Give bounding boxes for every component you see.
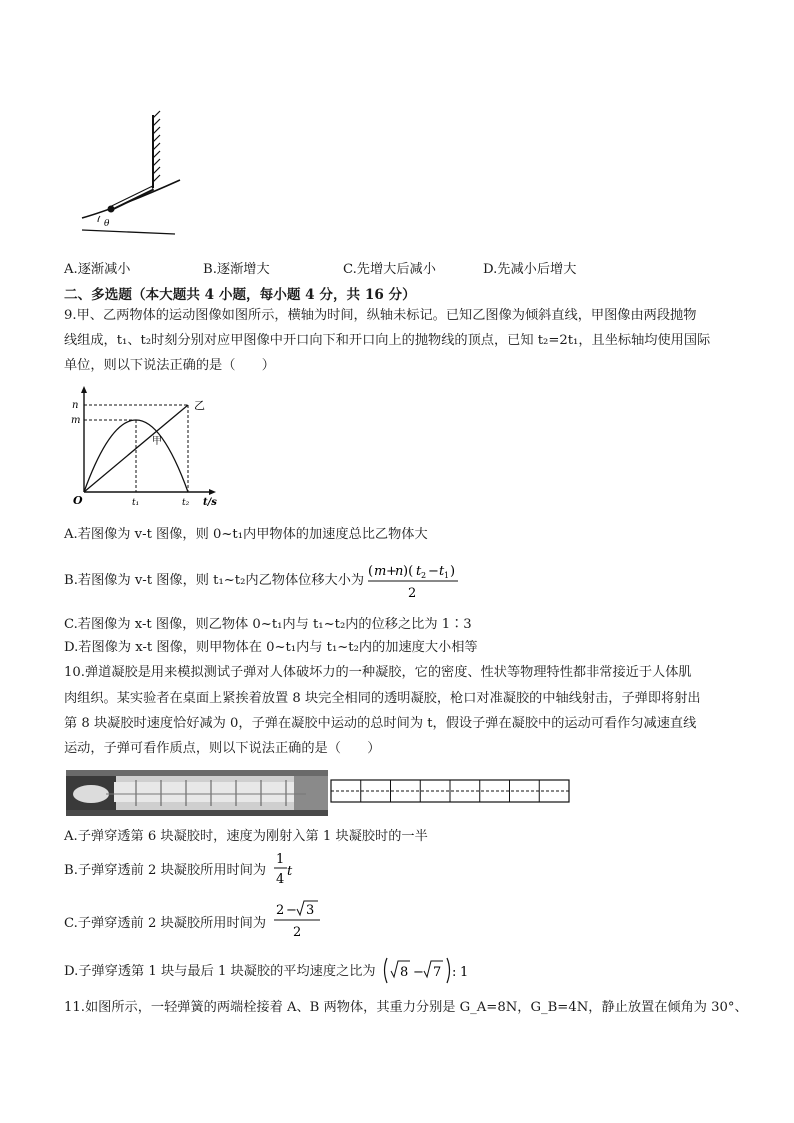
q9-option-b-text: B.若图像为 v-t 图像，则 t₁~t₂内乙物体位移大小为 [64, 573, 365, 588]
svg-text:): ) [450, 564, 456, 579]
svg-text::: : [452, 965, 457, 980]
origin-label: O [73, 494, 83, 507]
q8-option-d: D.先减小后增大 [483, 262, 577, 277]
q9-option-d: D.若图像为 x-t 图像，则甲物体在 0~t₁内与 t₁~t₂内的加速度大小相等 [64, 640, 478, 655]
q10-option-d-formula [381, 955, 473, 987]
svg-text:−: − [286, 903, 297, 918]
section2-heading: 二、多选题（本大题共 4 小题，每小题 4 分，共 16 分） [64, 287, 416, 303]
svg-text:1: 1 [460, 965, 469, 980]
q10-option-a: A.子弹穿透第 6 块凝胶时，速度为刚射入第 1 块凝胶时的一半 [64, 829, 428, 844]
x-axis-unit: t/s [203, 497, 217, 508]
q10-stem-line3: 第 8 块凝胶时速度恰好减为 0，子弹在凝胶中运动的总时间为 t，假设子弹在凝胶中的运动可看作匀减速直线 [64, 716, 697, 731]
q10-option-d-text: D.子弹穿透第 1 块与最后 1 块凝胶的平均速度之比为 [64, 964, 376, 979]
x-tick-t2: t₂ [182, 498, 190, 508]
y-label-n: n [72, 400, 79, 411]
ball [108, 206, 115, 213]
svg-text:3: 3 [306, 903, 315, 918]
q9-option-b-formula [366, 559, 470, 601]
q9-option-a: A.若图像为 v-t 图像，则 0~t₁内甲物体的加速度总比乙物体大 [64, 527, 428, 542]
svg-text:m: m [374, 564, 387, 579]
svg-text:8: 8 [400, 965, 409, 980]
q8-option-c: C.先增大后减小 [343, 262, 436, 277]
svg-text:t: t [439, 564, 445, 579]
svg-text:1: 1 [276, 852, 285, 867]
svg-text:−: − [413, 965, 424, 980]
series-jia-curve-1 [84, 420, 136, 492]
q9-graph [64, 384, 226, 508]
gel-blocks-diagram [329, 776, 573, 806]
svg-text:2: 2 [408, 586, 417, 601]
svg-text:2: 2 [421, 571, 427, 580]
q10-stem-line4: 运动，子弹可看作质点，则以下说法正确的是（ ） [64, 741, 381, 756]
q8-figure [80, 110, 190, 238]
svg-text:4: 4 [276, 872, 285, 887]
q8-option-b: B.逐渐增大 [203, 262, 270, 277]
ground-line [82, 230, 175, 234]
angle-theta-label: θ [104, 219, 110, 229]
svg-text:)(: )( [403, 564, 414, 579]
svg-text:2: 2 [293, 925, 302, 940]
svg-text:+: + [386, 564, 397, 579]
x-tick-t1: t₁ [132, 498, 140, 508]
series-jia-label: 甲 [152, 436, 162, 447]
svg-text:t: t [287, 864, 293, 879]
svg-text:7: 7 [433, 965, 442, 980]
y-label-m: m [71, 415, 81, 426]
q9-stem-line1: 9.甲、乙两物体的运动图像如图所示，横轴为时间，纵轴未标记。已知乙图像为倾斜直线，甲图像由两段抛物 [64, 308, 697, 323]
gel-photo [66, 770, 328, 816]
svg-text:1: 1 [444, 571, 450, 580]
q8-option-a: A.逐渐减小 [64, 262, 131, 277]
q10-option-b-text: B.子弹穿透前 2 块凝胶所用时间为 [64, 863, 267, 878]
svg-text:t: t [416, 564, 422, 579]
q10-option-b-formula [272, 849, 298, 889]
q10-stem-line1: 10.弹道凝胶是用来模拟测试子弹对人体破坏力的一种凝胶，它的密度、性状等物理特性都非常接近于人体肌 [64, 665, 692, 680]
svg-text:n: n [395, 564, 404, 579]
svg-text:2: 2 [276, 903, 285, 918]
series-yi-line [84, 405, 188, 492]
svg-text:(: ( [368, 564, 374, 579]
svg-text:−: − [428, 564, 439, 579]
series-jia-curve-2 [136, 420, 188, 492]
q10-option-c-text: C.子弹穿透前 2 块凝胶所用时间为 [64, 916, 267, 931]
q9-option-c: C.若图像为 x-t 图像，则乙物体 0~t₁内与 t₁~t₂内的位移之比为 1∶3 [64, 617, 472, 632]
q11-stem-line1: 11.如图所示，一轻弹簧的两端栓接着 A、B 两物体，其重力分别是 G_A=8N，G_B=4N，静止放置在倾角为 30°、 [64, 1000, 748, 1015]
q10-stem-line2: 肉组织。某实验者在桌面上紧挨着放置 8 块完全相同的透明凝胶，枪口对准凝胶的中轴线射击，子弹即将射出 [64, 691, 701, 706]
q9-stem-line3: 单位，则以下说法正确的是（ ） [64, 358, 275, 373]
series-yi-label: 乙 [194, 399, 205, 412]
q9-stem-line2: 线组成，t₁、t₂时刻分别对应甲图像中开口向下和开口向上的抛物线的顶点，已知 t₂=2t₁，且坐标轴均使用国际 [64, 333, 711, 348]
q10-option-c-formula [272, 897, 324, 941]
